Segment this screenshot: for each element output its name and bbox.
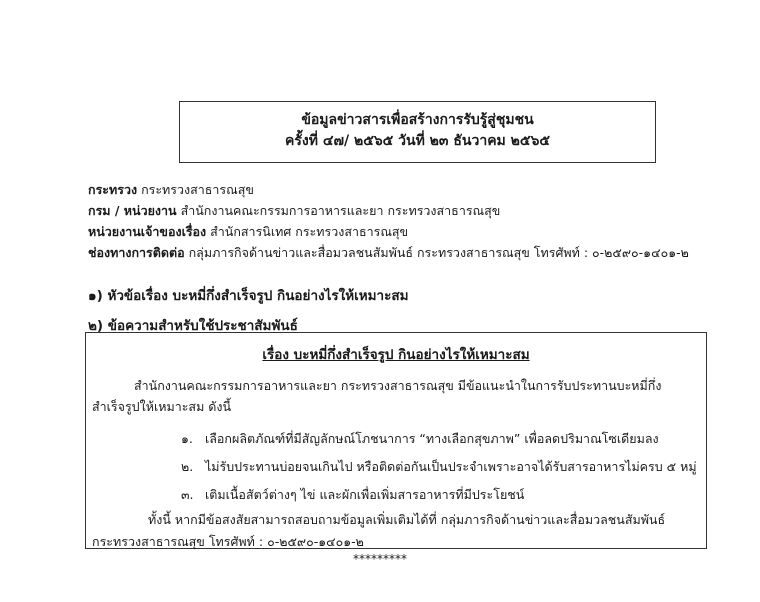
ministry-label: กระทรวง: [88, 182, 138, 197]
intro-paragraph: สำนักงานคณะกรรมการอาหารและยา กระทรวงสาธารณสุข มีข้อแนะนำในการรับประทานบะหมี่กึ่งสำเร็จรูปให้เหมาะสม ดังนี้: [92, 378, 662, 414]
document-header-box: [179, 101, 656, 163]
contact-value: กลุ่มภารกิจด้านข่าวและสื่อมวลชนสัมพันธ์ กระทรวงสาธารณสุข โทรศัพท์ : ๐-๒๕๙๐-๑๔๐๑-๒: [188, 245, 689, 260]
contact-row: [88, 242, 689, 263]
closing-paragraph: ทั้งนี้ หากมีข้อสงสัยสามารถสอบถามข้อมูลเพิ่มเติมได้ที่ กลุ่มภารกิจด้านข่าวและสื่อมวลชนสัมพันธ์ กระทรวงสาธารณสุข โทรศัพท์ : ๐-๒๕๙๐-๑๔๐๑-๒: [92, 512, 666, 549]
section-2-heading: ๒) ข้อความสำหรับใช้ประชาสัมพันธ์: [88, 318, 298, 334]
list-item-text: เติมเนื้อสัตว์ต่างๆ ไข่ และผักเพื่อเพิ่มสารอาหารที่มีประโยชน์: [204, 487, 525, 502]
list-item-number: ๒.: [181, 459, 194, 474]
owner-value: สำนักสารนิเทศ กระทรวงสาธารณสุข: [210, 224, 409, 239]
issue-line: ครั้งที่ ๔๗/ ๒๕๖๕ วันที่ ๒๓ ธันวาคม ๒๕๖๕: [285, 133, 550, 149]
message-title: เรื่อง บะหมี่กึ่งสำเร็จรูป กินอย่างไรให้เหมาะสม: [262, 347, 530, 363]
metadata-block: [88, 179, 689, 263]
contact-label: ช่องทางการติดต่อ: [88, 245, 185, 260]
press-message-box: [85, 332, 707, 549]
list-item: [181, 485, 524, 505]
ministry-value: กระทรวงสาธารณสุข: [141, 182, 254, 197]
section-1-heading: ๑) หัวข้อเรื่อง บะหมี่กึ่งสำเร็จรูป กินอย่างไรให้เหมาะสม: [88, 288, 409, 304]
list-item: [181, 457, 697, 477]
list-item-number: ๓.: [181, 487, 194, 502]
list-item-text: ไม่รับประทานบ่อยจนเกินไป หรือติดต่อกันเป็นประจำเพราะอาจได้รับสารอาหารไม่ครบ ๕ หมู่: [204, 459, 697, 474]
end-marker: *********: [353, 552, 407, 566]
list-item-number: ๑.: [181, 431, 193, 446]
department-row: [88, 200, 689, 221]
document-title: ข้อมูลข่าวสารเพื่อสร้างการรับรู้สู่ชุมชน: [301, 112, 534, 128]
list-item-text: เลือกผลิตภัณฑ์ที่มีสัญลักษณ์โภชนาการ “ทางเลือกสุขภาพ” เพื่อลดปริมาณโซเดียมลง: [204, 431, 659, 446]
department-label: กรม / หน่วยงาน: [88, 203, 177, 218]
owner-row: [88, 221, 689, 242]
list-item: [181, 429, 659, 449]
ministry-row: [88, 179, 689, 200]
owner-label: หน่วยงานเจ้าของเรื่อง: [88, 224, 207, 239]
department-value: สำนักงานคณะกรรมการอาหารและยา กระทรวงสาธารณสุข: [180, 203, 501, 218]
